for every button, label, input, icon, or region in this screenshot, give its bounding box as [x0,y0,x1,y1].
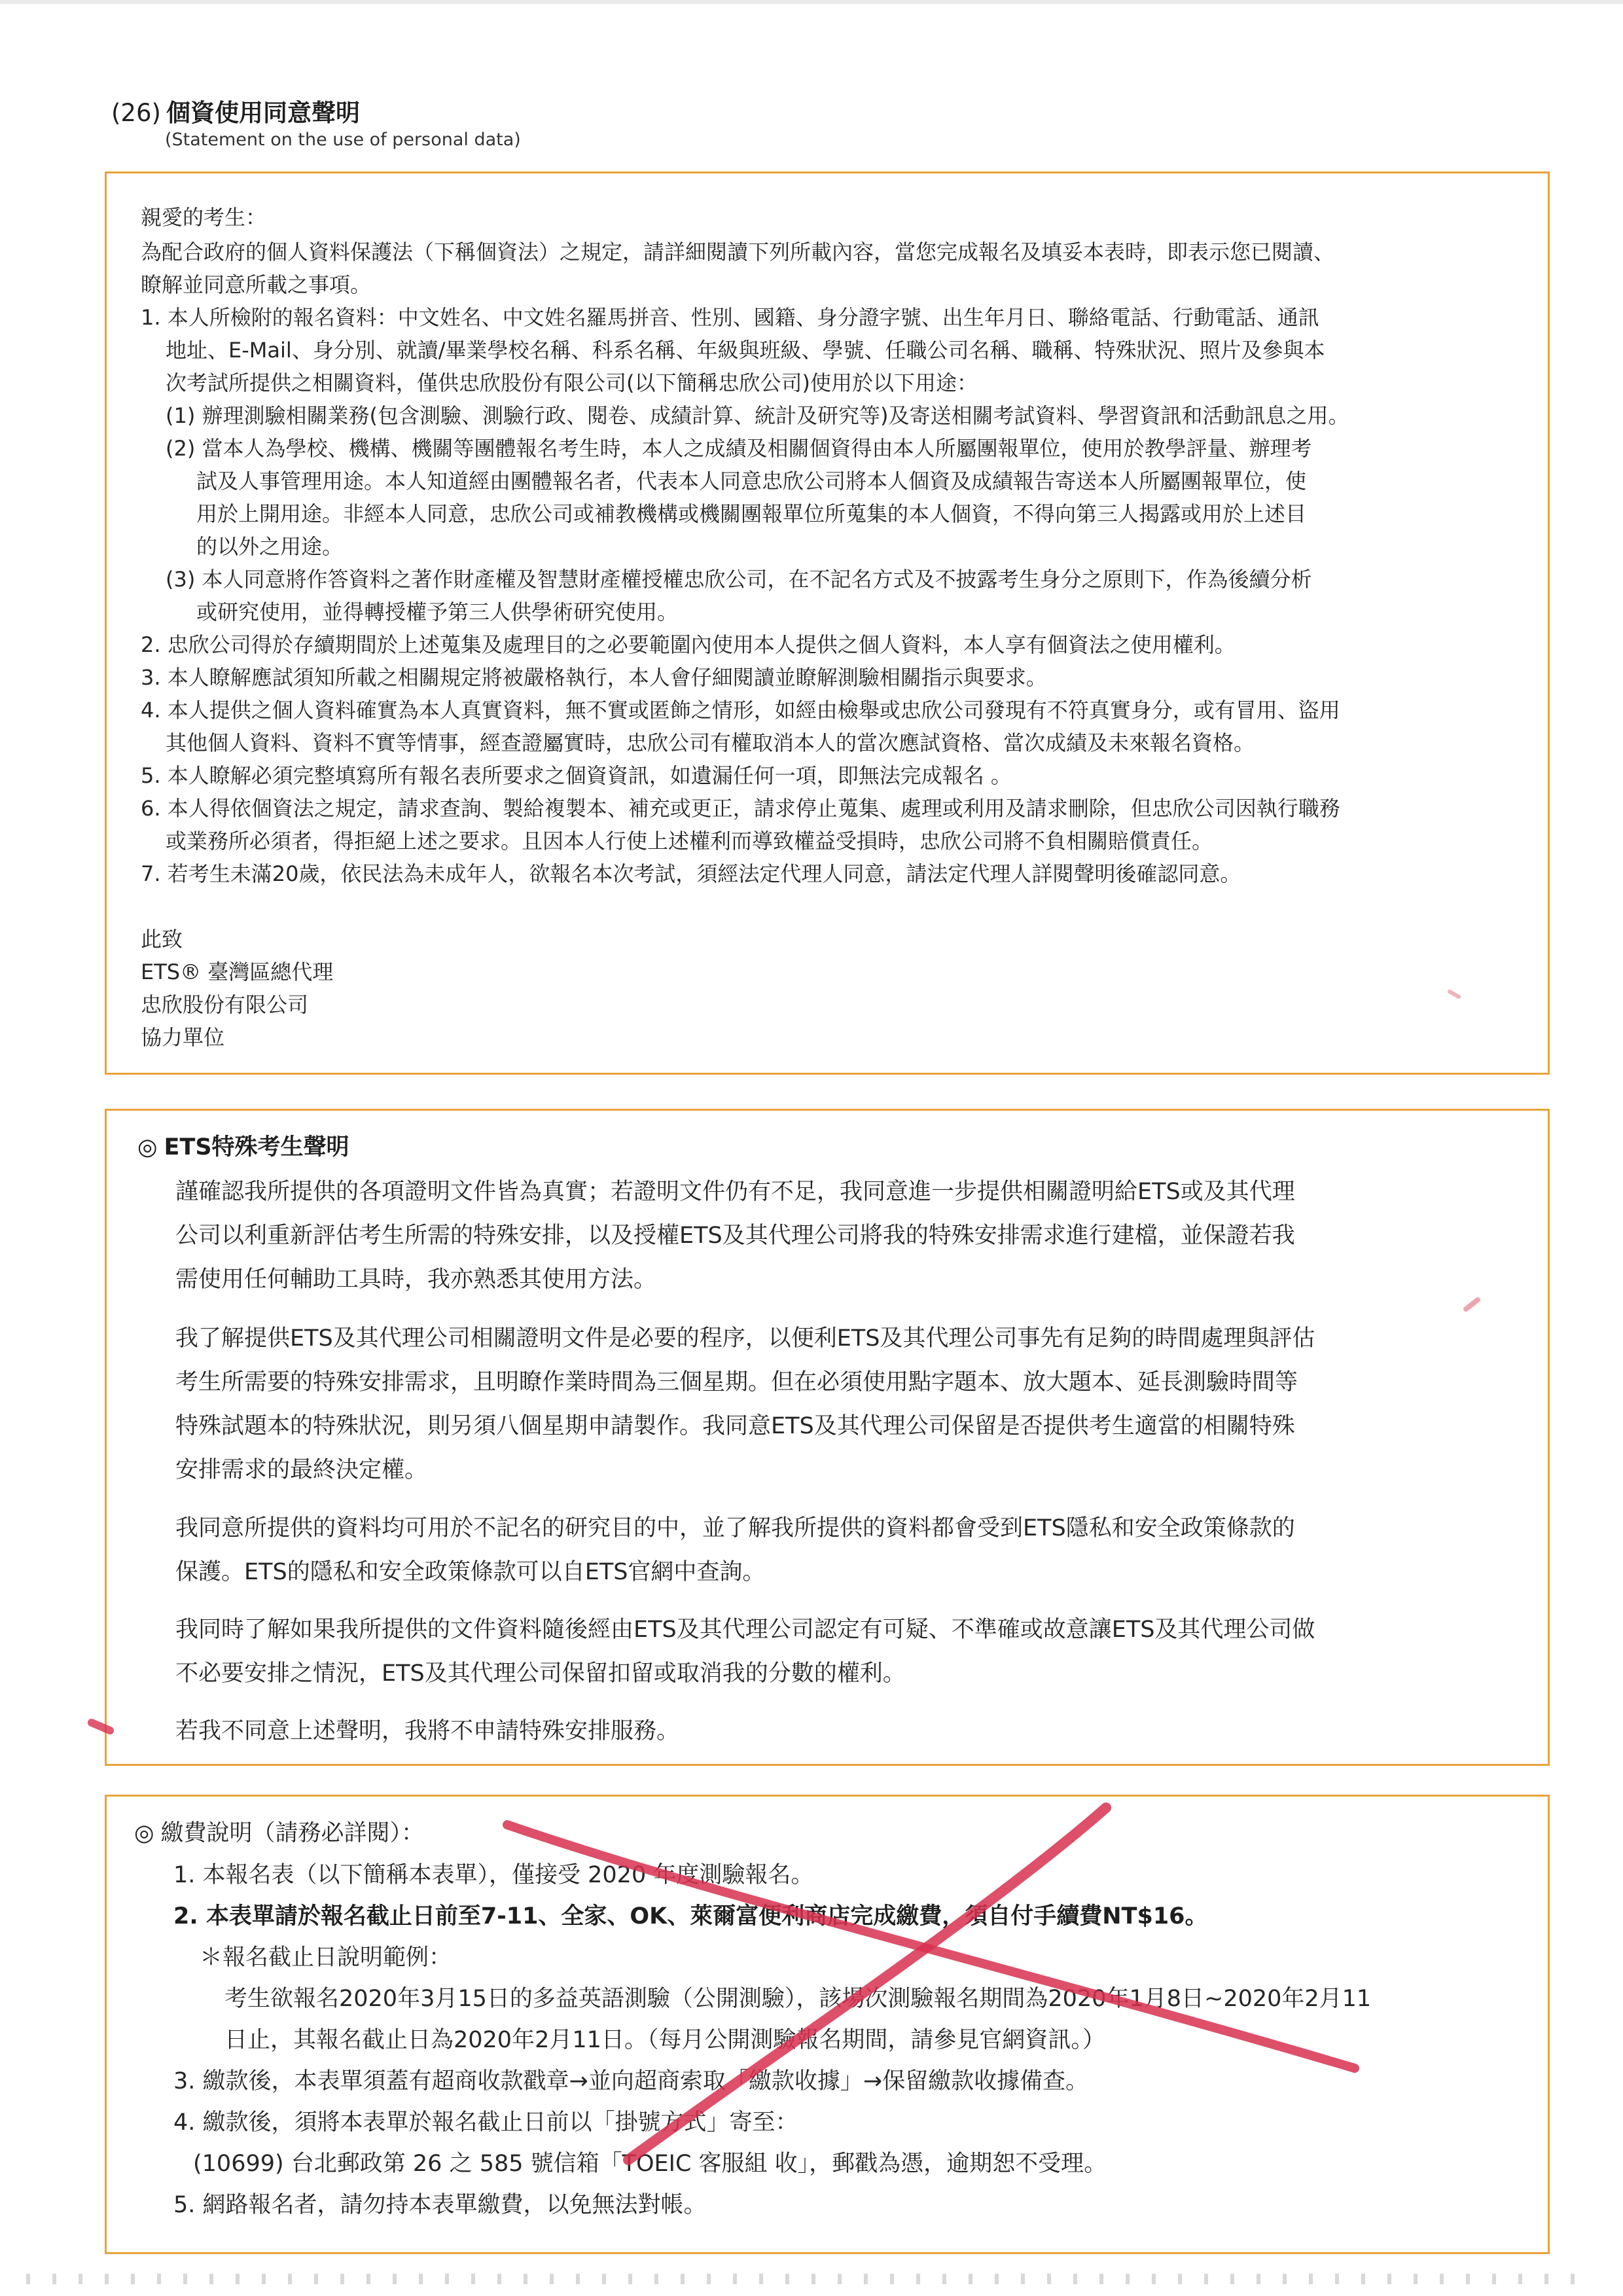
special-line: 保護。ETS的隱私和安全政策條款可以自ETS官網中查詢。 [175,1559,766,1585]
special-line: 我了解提供ETS及其代理公司相關證明文件是必要的程序，以便利ETS及其代理公司事先有足夠的時間處理與評估 [175,1325,1315,1352]
payment-heading-text: 繳費說明（請務必詳閱）： [160,1820,425,1846]
payment-line: 日止，其報名截止日為2020年2月11日。（每月公開測驗報名期間，請參見官網資訊。） [224,2027,1105,2053]
consent-line: 7. 若考生未滿20歲，依民法為未成年人，欲報名本次考試，須經法定代理人同意，請法定代理人詳閱聲明後確認同意。 [141,861,1241,886]
scan-edge [0,0,1623,4]
special-line: 安排需求的最終決定權。 [175,1457,428,1483]
special-line: 公司以利重新評估考生所需的特殊安排，以及授權ETS及其代理公司將我的特殊安排需求進行建檔，並保證若我 [175,1223,1295,1249]
double-circle-icon: ◎ [137,1134,158,1160]
payment-line: (10699) 台北郵政第 26 之 585 號信箱「TOEIC 客服組 收」，郵戳為憑，逾期恕不受理。 [193,2151,1107,2177]
special-heading [137,1131,349,1164]
consent-line: (2) 當本人為學校、機構、機關等團體報名考生時，本人之成績及相關個資得由本人所屬團報單位，使用於教學評量、辦理考 [166,436,1312,461]
special-line: 謹確認我所提供的各項證明文件皆為真實；若證明文件仍有不足，我同意進一步提供相關證明給ETS或及其代理 [175,1179,1295,1205]
consent-line: 瞭解並同意所載之事項。 [141,272,372,297]
payment-line: 5. 網路報名者，請勿持本表單繳費，以免無法對帳。 [173,2192,707,2218]
section-number: (26) [111,99,161,127]
special-line: 不必要安排之情況，ETS及其代理公司保留扣留或取消我的分數的權利。 [175,1660,906,1687]
consent-line: 5. 本人瞭解必須完整填寫所有報名表所要求之個資資訊，如遺漏任何一項，即無法完成報名 。 [141,763,1012,788]
double-circle-icon: ◎ [134,1820,154,1846]
section-title-text: 個資使用同意聲明 [166,99,360,127]
section-title [111,93,360,128]
special-line: 若我不同意上述聲明，我將不申請特殊安排服務。 [175,1718,680,1744]
consent-line: 用於上開用途。非經本人同意，忠欣公司或補教機構或機關團報單位所蒐集的本人個資，不得向第三人揭露或用於上述目 [196,501,1307,526]
consent-line: 地址、E-Mail、身分別、就讀/畢業學校名稱、科系名稱、年級與班級、學號、任職公司名稱、職稱、特殊狀況、照片及參與本 [166,338,1325,363]
consent-line: 的以外之用途。 [196,534,344,559]
special-heading-text: ETS特殊考生聲明 [164,1134,349,1160]
payment-line: 2. 本表單請於報名截止日前至7-11、全家、OK、萊爾富便利商店完成繳費，須自付手續費NT$16。 [173,1903,1208,1929]
consent-line: 1. 本人所檢附的報名資料：中文姓名、中文姓名羅馬拼音、性別、國籍、身分證字號、出生年月日、聯絡電話、行動電話、通訊 [141,305,1319,330]
payment-line: 考生欲報名2020年3月15日的多益英語測驗（公開測驗），該場次測驗報名期間為2020年1月8日~2020年2月11 [224,1986,1372,2012]
consent-line: 試及人事管理用途。本人知道經由團體報名者，代表本人同意忠欣公司將本人個資及成績報告寄送本人所屬團報單位，使 [196,469,1307,493]
payment-line: ＊報名截止日說明範例： [200,1945,452,1971]
payment-heading [134,1817,424,1850]
consent-line: (1) 辦理測驗相關業務(包含測驗、測驗行政、閱卷、成績計算、統計及研究等)及寄送相關考試資料、學習資訊和活動訊息之用。 [166,403,1349,428]
special-line: 需使用任何輔助工具時，我亦熟悉其使用方法。 [175,1266,657,1293]
consent-line: 其他個人資料、資料不實等情事，經查證屬實時，忠欣公司有權取消本人的當次應試資格、當次成績及未來報名資格。 [166,730,1255,755]
consent-line: 為配合政府的個人資料保護法（下稱個資法）之規定，請詳細閱讀下列所載內容，當您完成報名及填妥本表時，即表示您已閱讀、 [141,240,1335,264]
section-subtitle: (Statement on the use of personal data) [165,130,521,150]
closing-line: 協力單位 [141,1025,225,1050]
payment-line: 4. 繳款後，須將本表單於報名截止日前以「掛號方式」寄至： [173,2109,798,2136]
consent-line: 6. 本人得依個資法之規定，請求查詢、製給複製本、補充或更正，請求停止蒐集、處理或利用及請求刪除，但忠欣公司因執行職務 [141,796,1340,821]
payment-line: 1. 本報名表（以下簡稱本表單），僅接受 2020 年度測驗報名。 [173,1862,814,1888]
closing-line: ETS® 臺灣區總代理 [141,960,334,984]
scan-edge-bottom [26,2274,1597,2284]
special-line: 我同意所提供的資料均可用於不記名的研究目的中，並了解我所提供的資料都會受到ETS隱私和安全政策條款的 [175,1515,1295,1541]
special-line: 特殊試題本的特殊狀況，則另須八個星期申請製作。我同意ETS及其代理公司保留是否提供考生適當的相關特殊 [175,1413,1295,1439]
consent-line: 2. 忠欣公司得於存續期間於上述蒐集及處理目的之必要範圍內使用本人提供之個人資料，本人享有個資法之使用權利。 [141,632,1236,657]
closing-line: 忠欣股份有限公司 [141,992,309,1017]
special-line: 考生所需要的特殊安排需求，且明瞭作業時間為三個星期。但在必須使用點字題本、放大題本、延長測驗時間等 [175,1369,1298,1395]
consent-line: 4. 本人提供之個人資料確實為本人真實資料，無不實或匿飾之情形，如經由檢舉或忠欣公司發現有不符真實身分，或有冒用、盜用 [141,698,1340,723]
closing-line: 此致 [141,927,183,952]
consent-line: 或研究使用，並得轉授權予第三人供學術研究使用。 [196,600,679,624]
consent-line: 或業務所必須者，得拒絕上述之要求。且因本人行使上述權利而導致權益受損時，忠欣公司將不負相關賠償責任。 [166,829,1213,853]
consent-line: 親愛的考生： [141,205,267,230]
consent-line: 3. 本人瞭解應試須知所載之相關規定將被嚴格執行，本人會仔細閱讀並瞭解測驗相關指示與要求。 [141,665,1047,690]
consent-line: (3) 本人同意將作答資料之著作財產權及智慧財產權授權忠欣公司，在不記名方式及不披露考生身分之原則下，作為後續分析 [166,567,1312,592]
special-line: 我同時了解如果我所提供的文件資料隨後經由ETS及其代理公司認定有可疑、不準確或故意讓ETS及其代理公司做 [175,1617,1315,1643]
payment-line: 3. 繳款後，本表單須蓋有超商收款戳章→並向超商索取「繳款收據」→保留繳款收據備查。 [173,2068,1089,2094]
consent-line: 次考試所提供之相關資料，僅供忠欣股份有限公司(以下簡稱忠欣公司)使用於以下用途： [166,370,978,395]
